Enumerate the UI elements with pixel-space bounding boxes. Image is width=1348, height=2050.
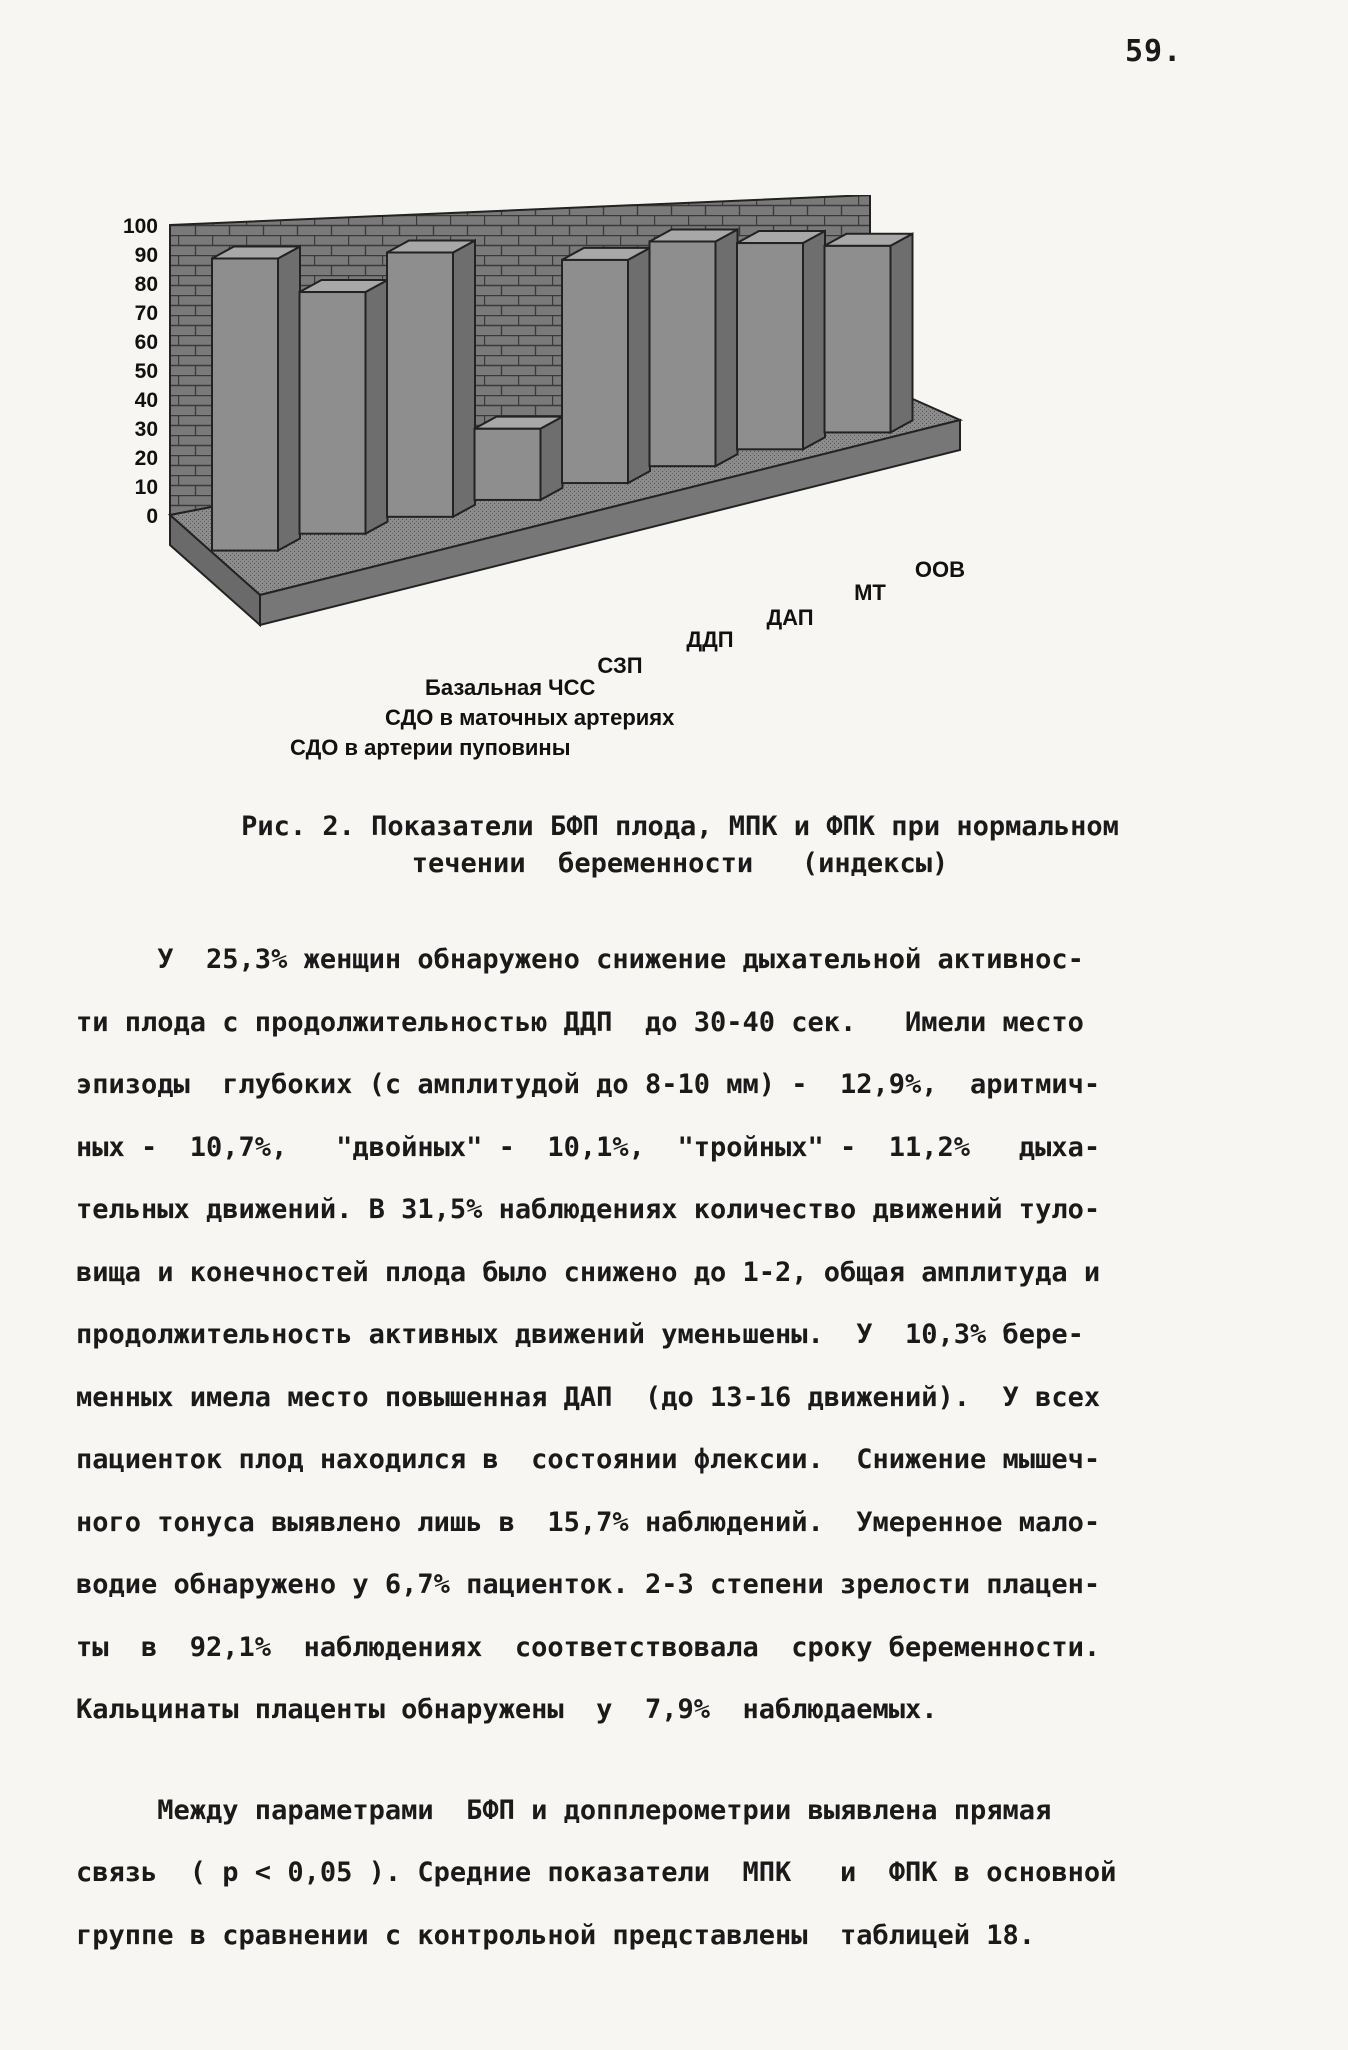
y-tick-label: 70	[134, 302, 158, 325]
category-label: ООВ	[914, 557, 965, 582]
text-line: вища и конечностей плода было снижено до 1-2, общая амплитуда и	[76, 1256, 1101, 1288]
y-tick-label: 60	[134, 331, 158, 354]
category-label: СДО в артерии пуповины	[290, 735, 571, 760]
paragraph-1	[76, 940, 1276, 1753]
bar-side	[803, 231, 825, 449]
caption-line-2: течении беременности (индексы)	[411, 848, 949, 879]
paragraph-2	[76, 1791, 1276, 1979]
bar-side	[366, 280, 388, 534]
y-tick-label: 40	[134, 389, 158, 412]
y-tick-label: 100	[122, 215, 158, 238]
caption-line-1: Рис. 2. Показатели БФП плода, МПК и ФПК при нормальном	[241, 811, 1119, 842]
bar	[562, 260, 628, 483]
text-line: Между параметрами БФП и допплерометрии выявлена прямая	[76, 1794, 1052, 1826]
category-label: ДАП	[766, 605, 814, 630]
category-label: СЗП	[597, 653, 643, 678]
y-tick-label: 80	[134, 273, 158, 296]
text-line: группе в сравнении с контрольной представлены таблицей 18.	[76, 1919, 1036, 1951]
text-line: эпизоды глубоких (с амплитудой до 8-10 мм) - 12,9%, аритмич-	[76, 1069, 1101, 1100]
bar-side	[716, 229, 738, 466]
text-line: ного тонуса выявлено лишь в 15,7% наблюдений. Умеренное мало-	[76, 1506, 1101, 1538]
text-line: продолжительность активных движений уменьшены. У 10,3% бере-	[76, 1319, 1084, 1350]
text-line: ных - 10,7%, "двойных" - 10,1%, "тройных" - 11,2% дыха-	[76, 1131, 1101, 1163]
category-label: Базальная ЧСС	[425, 675, 596, 700]
text-line: менных имела место повышенная ДАП (до 13-16 движений). У всех	[76, 1381, 1101, 1413]
page-number: 59.	[1125, 34, 1183, 69]
y-tick-label: 30	[134, 418, 158, 441]
bar	[212, 258, 278, 550]
y-tick-label: 10	[134, 476, 158, 499]
bar	[650, 241, 716, 466]
category-label: СДО в маточных артериях	[385, 705, 675, 730]
text-line: У 25,3% женщин обнаружено снижение дыхательной активнос-	[76, 944, 1084, 975]
y-tick-label: 20	[134, 447, 158, 470]
body-text	[76, 940, 1276, 1978]
figure-caption	[80, 808, 1280, 882]
bar	[825, 246, 891, 433]
text-line: Кальцинаты плаценты обнаружены у 7,9% наблюдаемых.	[76, 1694, 938, 1725]
bar-side	[278, 246, 300, 550]
y-tick-label: 0	[146, 505, 158, 528]
bar-chart	[110, 195, 1130, 795]
bar-side	[628, 248, 650, 483]
text-line: связь ( р < 0,05 ). Средние показатели МПК и ФПК в основной	[76, 1857, 1117, 1888]
bar-side	[891, 234, 913, 433]
bar-side	[453, 240, 475, 516]
text-line: водие обнаружено у 6,7% пациенток. 2-3 степени зрелости плацен-	[76, 1569, 1101, 1600]
y-tick-label: 50	[134, 360, 158, 383]
text-line: ты в 92,1% наблюдениях соответствовала сроку беременности.	[76, 1631, 1101, 1663]
text-line: тельных движений. В 31,5% наблюдениях количество движений туло-	[76, 1194, 1101, 1225]
bar	[475, 429, 541, 500]
category-label: ДДП	[686, 627, 734, 652]
text-line: пациенток плод находился в состоянии флексии. Снижение мышеч-	[76, 1444, 1101, 1475]
bar-side	[541, 417, 563, 500]
y-tick-label: 90	[134, 244, 158, 267]
bar	[387, 252, 453, 516]
category-label: МТ	[854, 580, 886, 605]
bar	[737, 243, 803, 449]
text-line: ти плода с продолжительностью ДДП до 30-40 сек. Имели место	[76, 1006, 1084, 1038]
bar	[300, 292, 366, 534]
